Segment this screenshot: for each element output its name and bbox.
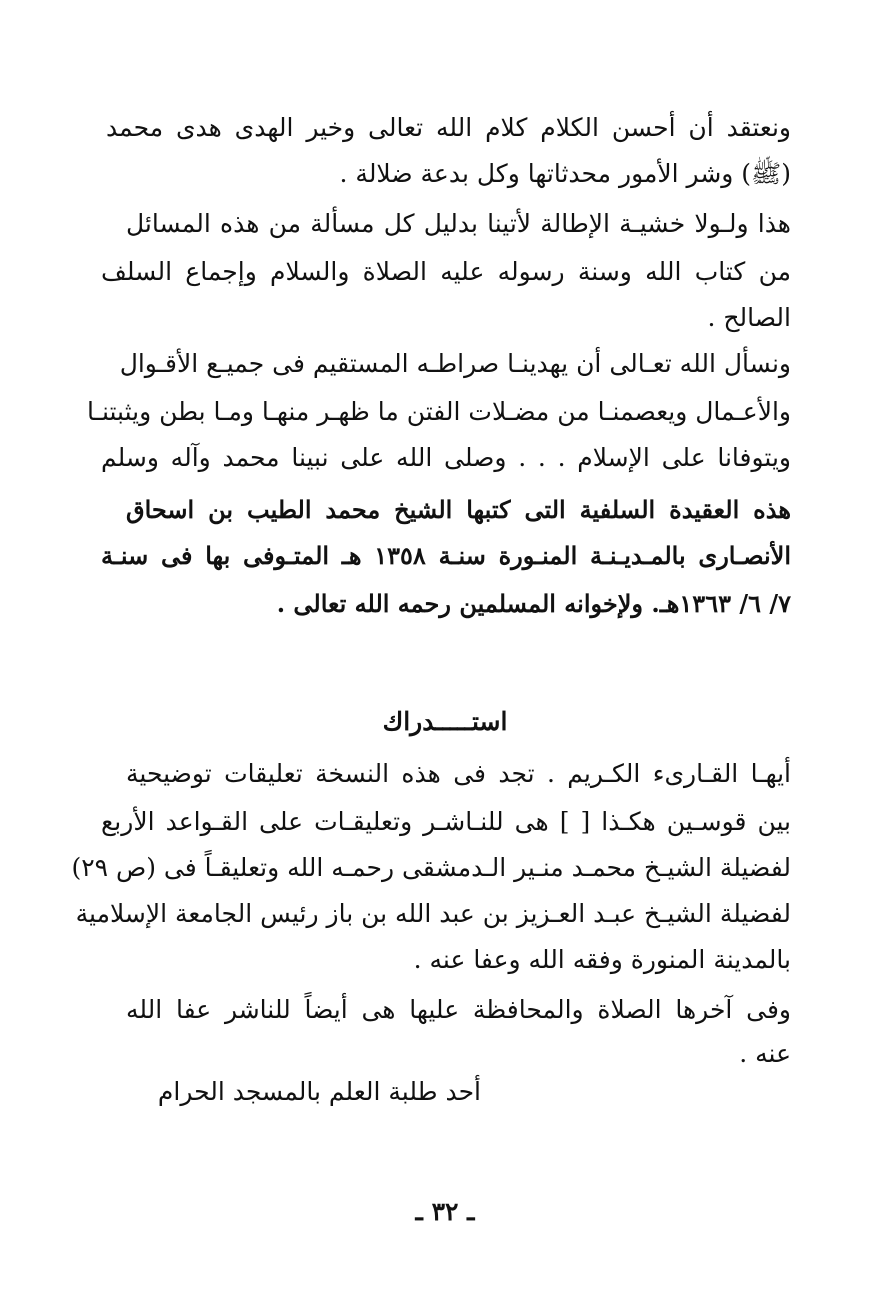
text-line: من كتاب الله وسنة رسوله عليه الصلاة والسلام وإجماع السلف [101,257,791,286]
text-line: وفى آخرها الصلاة والمحافظة عليها هى أيضاً للناشر عفا الله [126,995,791,1024]
section-heading: استـــــدراك [382,707,508,736]
text-line: هذه العقيدة السلفية التى كتبها الشيخ محمد الطيب بن اسحاق [126,495,791,524]
text-line: هذا ولـولا خشيـة الإطالة لأتينا بدليل كل مسألة من هذه المسائل [126,209,791,238]
text-line: أيهـا القـارىء الكـريم . تجد فى هذه النسخة تعليقات توضيحية [126,759,791,788]
text-line: ونعتقد أن أحسن الكلام كلام الله تعالى وخير الهدى هدى محمد [106,113,791,142]
text-line: ونسأل الله تعـالى أن يهدينـا صراطـه المستقيم فى جميـع الأقـوال [119,349,791,378]
text-line: ٧/ ٦/ ١٣٦٣هـ. ولإخوانه المسلمين رحمه الله تعالى . [276,589,791,618]
signature-line: أحد طلبة العلم بالمسجد الحرام [157,1077,481,1106]
text-line: الأنصـارى بالمـديـنـة المنـورة سنـة ١٣٥٨ هـ المتـوفى بها فى سنـة [101,541,791,570]
text-line: الصالح . [707,303,791,332]
page-number: ـ ٣٢ ـ [415,1197,475,1226]
text-line: بين قوسـين هكـذا [ ] هى للنـاشـر وتعليقـات على القـواعد الأربع [101,807,791,836]
text-line: لفضيلة الشيـخ عبـد العـزيز بن عبد الله بن باز رئيس الجامعة الإسلامية [75,899,791,928]
text-line: والأعـمال ويعصمنـا من مضـلات الفتن ما ظهـر منهـا ومـا بطن ويثبتنـا [87,397,791,426]
text-line: ويتوفانا على الإسلام . . . وصلى الله على نبينا محمد وآله وسلم [101,443,791,472]
text-line: عنه . [739,1039,791,1068]
text-line: (ﷺ) وشر الأمور محدثاتها وكل بدعة ضلالة . [339,159,791,188]
text-line: لفضيلة الشيـخ محمـد منـير الـدمشقى رحمـه الله وتعليقـاً فى (ص ٢٩) [71,853,791,882]
text-line: بالمدينة المنورة وفقه الله وعفا عنه . [413,945,791,974]
